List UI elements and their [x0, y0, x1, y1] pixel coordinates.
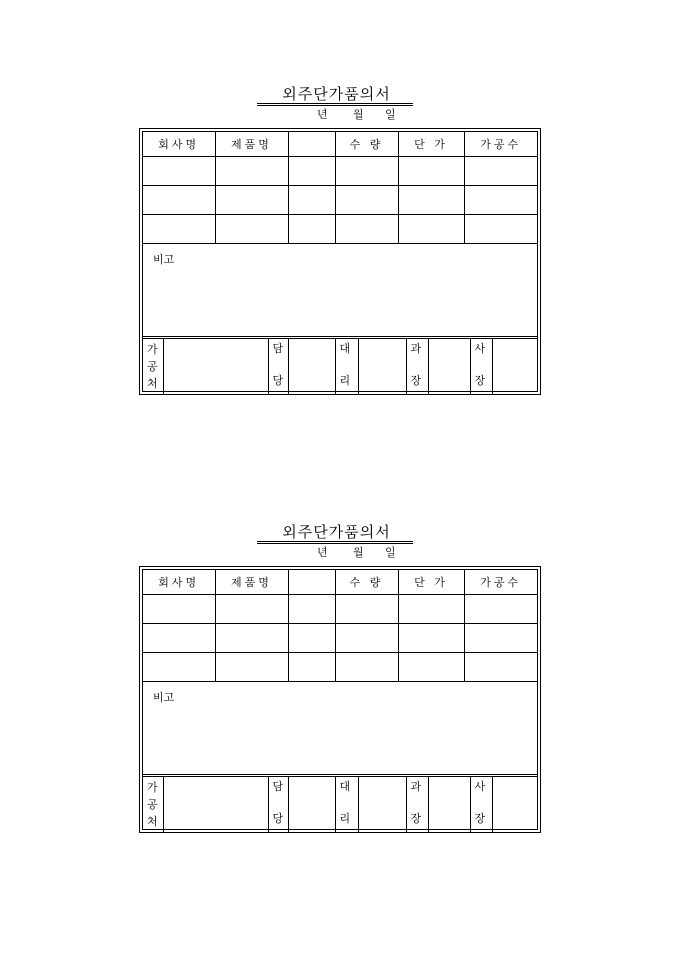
cell[interactable] [215, 186, 288, 215]
header-product: 제품명 [215, 570, 288, 595]
cell[interactable] [335, 215, 398, 244]
cell[interactable] [398, 624, 464, 653]
cell[interactable] [288, 653, 335, 682]
date-year-label: 년 [317, 546, 328, 559]
items-table [143, 570, 537, 682]
president-sign[interactable] [492, 777, 537, 833]
cell[interactable] [335, 653, 398, 682]
processor-field[interactable] [163, 339, 268, 395]
cell[interactable] [215, 157, 288, 186]
form-title: 외주단가품의서 [282, 523, 391, 541]
cell[interactable] [464, 186, 537, 215]
remark-area[interactable] [143, 249, 537, 337]
cell[interactable] [288, 624, 335, 653]
manager-label: 과 장 [406, 339, 428, 395]
title-underline [257, 105, 413, 106]
header-product: 제품명 [215, 132, 288, 157]
header-process-count: 가공수 [464, 570, 537, 595]
cell[interactable] [288, 595, 335, 624]
cell[interactable] [335, 157, 398, 186]
table-row [143, 653, 537, 682]
items-table [143, 132, 537, 244]
manager-sign[interactable] [428, 777, 470, 833]
table-row [143, 215, 537, 244]
person-in-charge-label: 담 당 [268, 777, 288, 833]
date-month-label: 월 [353, 108, 364, 121]
president-label: 사 장 [470, 339, 492, 395]
person-in-charge-sign[interactable] [288, 777, 335, 833]
table-header-row [143, 570, 537, 595]
cell[interactable] [335, 624, 398, 653]
date-year-label: 년 [317, 108, 328, 121]
cell[interactable] [464, 653, 537, 682]
cell[interactable] [335, 595, 398, 624]
cell[interactable] [398, 653, 464, 682]
header-quantity: 수 량 [335, 132, 398, 157]
title-underline [257, 103, 413, 104]
approval-table [143, 338, 537, 394]
title-underline [257, 541, 413, 542]
header-company: 회사명 [143, 570, 215, 595]
cell[interactable] [143, 215, 215, 244]
table-row [143, 595, 537, 624]
cell[interactable] [143, 186, 215, 215]
cell[interactable] [464, 157, 537, 186]
cell[interactable] [215, 595, 288, 624]
cell[interactable] [464, 595, 537, 624]
form-inner [142, 569, 538, 830]
deputy-sign[interactable] [358, 777, 406, 833]
person-in-charge-label: 담 당 [268, 339, 288, 395]
remark-label: 비고 [153, 253, 175, 266]
deputy-label: 대 리 [335, 339, 358, 395]
manager-sign[interactable] [428, 339, 470, 395]
cell[interactable] [143, 157, 215, 186]
remark-label: 비고 [153, 691, 175, 704]
person-in-charge-sign[interactable] [288, 339, 335, 395]
header-unit-price: 단 가 [398, 132, 464, 157]
manager-label: 과 장 [406, 777, 428, 833]
processor-label: 가 공 처 [143, 777, 163, 833]
title-underline [257, 543, 413, 544]
header-process-count: 가공수 [464, 132, 537, 157]
cell[interactable] [143, 624, 215, 653]
cell[interactable] [398, 595, 464, 624]
cell[interactable] [143, 595, 215, 624]
header-company: 회사명 [143, 132, 215, 157]
cell[interactable] [464, 215, 537, 244]
form-box [139, 566, 541, 833]
header-unit-price: 단 가 [398, 570, 464, 595]
president-sign[interactable] [492, 339, 537, 395]
cell[interactable] [398, 215, 464, 244]
date-day-label: 일 [385, 546, 396, 559]
header-quantity: 수 량 [335, 570, 398, 595]
date-month-label: 월 [353, 546, 364, 559]
cell[interactable] [215, 624, 288, 653]
header-blank [288, 132, 335, 157]
cell[interactable] [288, 157, 335, 186]
cell[interactable] [143, 653, 215, 682]
deputy-label: 대 리 [335, 777, 358, 833]
table-row [143, 186, 537, 215]
cell[interactable] [335, 186, 398, 215]
cell[interactable] [464, 624, 537, 653]
president-label: 사 장 [470, 777, 492, 833]
remark-area[interactable] [143, 687, 537, 775]
processor-label: 가 공 처 [143, 339, 163, 395]
cell[interactable] [398, 157, 464, 186]
cell[interactable] [288, 215, 335, 244]
form-title: 외주단가품의서 [282, 85, 391, 103]
cell[interactable] [215, 653, 288, 682]
cell[interactable] [398, 186, 464, 215]
header-blank [288, 570, 335, 595]
table-row [143, 157, 537, 186]
processor-field[interactable] [163, 777, 268, 833]
form-inner [142, 131, 538, 392]
table-row [143, 624, 537, 653]
table-header-row [143, 132, 537, 157]
approval-table [143, 776, 537, 832]
date-day-label: 일 [385, 108, 396, 121]
form-box [139, 128, 541, 395]
deputy-sign[interactable] [358, 339, 406, 395]
cell[interactable] [215, 215, 288, 244]
cell[interactable] [288, 186, 335, 215]
